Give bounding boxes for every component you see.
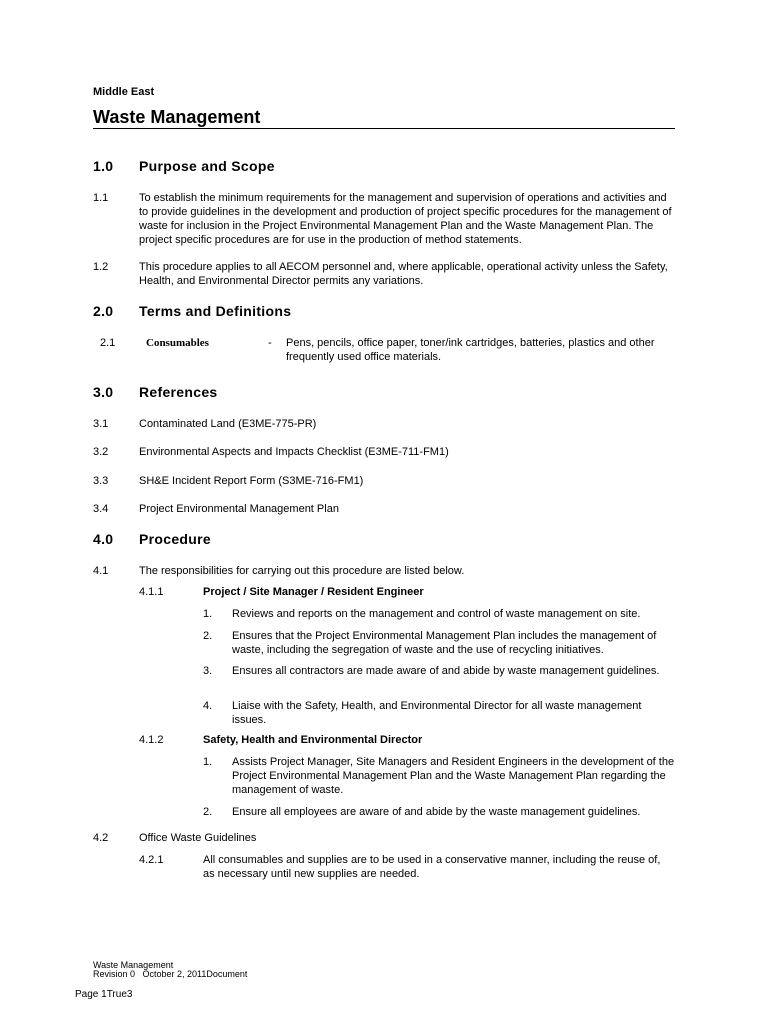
list-item-text: Liaise with the Safety, Health, and Environmental Director for all waste management issues. xyxy=(232,700,642,726)
section-title: References xyxy=(139,384,218,400)
definition-dash: - xyxy=(268,337,272,349)
reference-number: 3.1 xyxy=(93,418,109,430)
clause-text: This procedure applies to all AECOM personnel and, where applicable, operational activity unless the Safety, Health, and Environmental Director permits any variations. xyxy=(139,261,668,287)
section-title: Terms and Definitions xyxy=(139,303,292,319)
definition-term: Consumables xyxy=(146,337,209,349)
subclause-number: 4.2.1 xyxy=(139,854,164,866)
clause-text: The responsibilities for carrying out this procedure are listed below. xyxy=(139,565,465,577)
subclause-text: All consumables and supplies are to be used in a conservative manner, including the reuse of, as necessary until new supplies are needed. xyxy=(203,854,661,880)
clause-number: 1.1 xyxy=(93,192,109,204)
title-rule xyxy=(93,128,675,129)
list-item-text: Ensures all contractors are made aware of and abide by waste management guidelines. xyxy=(232,665,660,677)
list-item-number: 2. xyxy=(203,806,213,818)
subclause-title: Safety, Health and Environmental Director xyxy=(203,734,423,746)
clause-text: Office Waste Guidelines xyxy=(139,832,257,844)
reference-number: 3.3 xyxy=(93,475,109,487)
list-item-text: Ensure all employees are aware of and abide by the waste management guidelines. xyxy=(232,806,641,818)
document-title: Waste Management xyxy=(93,107,261,127)
list-item-number: 2. xyxy=(203,630,213,642)
subclause-title: Project / Site Manager / Resident Engineer xyxy=(203,586,424,598)
section-number: 1.0 xyxy=(93,158,114,174)
reference-text: Project Environmental Management Plan xyxy=(139,503,339,515)
clause-number: 4.1 xyxy=(93,565,109,577)
clause-number: 4.2 xyxy=(93,832,109,844)
section-title: Purpose and Scope xyxy=(139,158,275,174)
page-number: Page 1True3 xyxy=(75,989,133,1000)
list-item-text: Reviews and reports on the management and control of waste management on site. xyxy=(232,608,641,620)
reference-number: 3.2 xyxy=(93,446,109,458)
reference-text: SH&E Incident Report Form (S3ME-716-FM1) xyxy=(139,475,364,487)
list-item-text: Ensures that the Project Environmental Management Plan includes the management of waste, including the segregation of waste and the use of recycling initiatives. xyxy=(232,630,657,656)
section-title: Procedure xyxy=(139,531,211,547)
section-number: 3.0 xyxy=(93,384,114,400)
list-item-number: 4. xyxy=(203,700,213,712)
subclause-number: 4.1.1 xyxy=(139,586,164,598)
clause-text: To establish the minimum requirements for the management and supervision of operations and activities and to provide guidelines in the development and production of project specific procedures for the management of waste for inclusion in the Project Environmental Management Plan and the Waste Management Plan. The project specific procedures are for use in the production of method statements. xyxy=(139,192,672,246)
subclause-number: 4.1.2 xyxy=(139,734,164,746)
reference-number: 3.4 xyxy=(93,503,109,515)
list-item-number: 3. xyxy=(203,665,213,677)
list-item-number: 1. xyxy=(203,608,213,620)
reference-text: Contaminated Land (E3ME-775-PR) xyxy=(139,418,317,430)
list-item-text: Assists Project Manager, Site Managers and Resident Engineers in the development of the Project Environmental Management Plan and the Waste Management Plan regarding the management of waste. xyxy=(232,756,675,796)
section-number: 2.0 xyxy=(93,303,114,319)
footer-revision: Revision 0 October 2, 2011Document xyxy=(93,969,248,979)
clause-number: 1.2 xyxy=(93,261,109,273)
reference-text: Environmental Aspects and Impacts Checklist (E3ME-711-FM1) xyxy=(139,446,449,458)
region-label: Middle East xyxy=(93,86,155,98)
footer-document-name: Waste Management xyxy=(93,960,174,970)
list-item-number: 1. xyxy=(203,756,213,768)
definition-number: 2.1 xyxy=(100,337,116,349)
definition-text: Pens, pencils, office paper, toner/ink cartridges, batteries, plastics and other frequently used office materials. xyxy=(286,337,655,363)
section-number: 4.0 xyxy=(93,531,114,547)
